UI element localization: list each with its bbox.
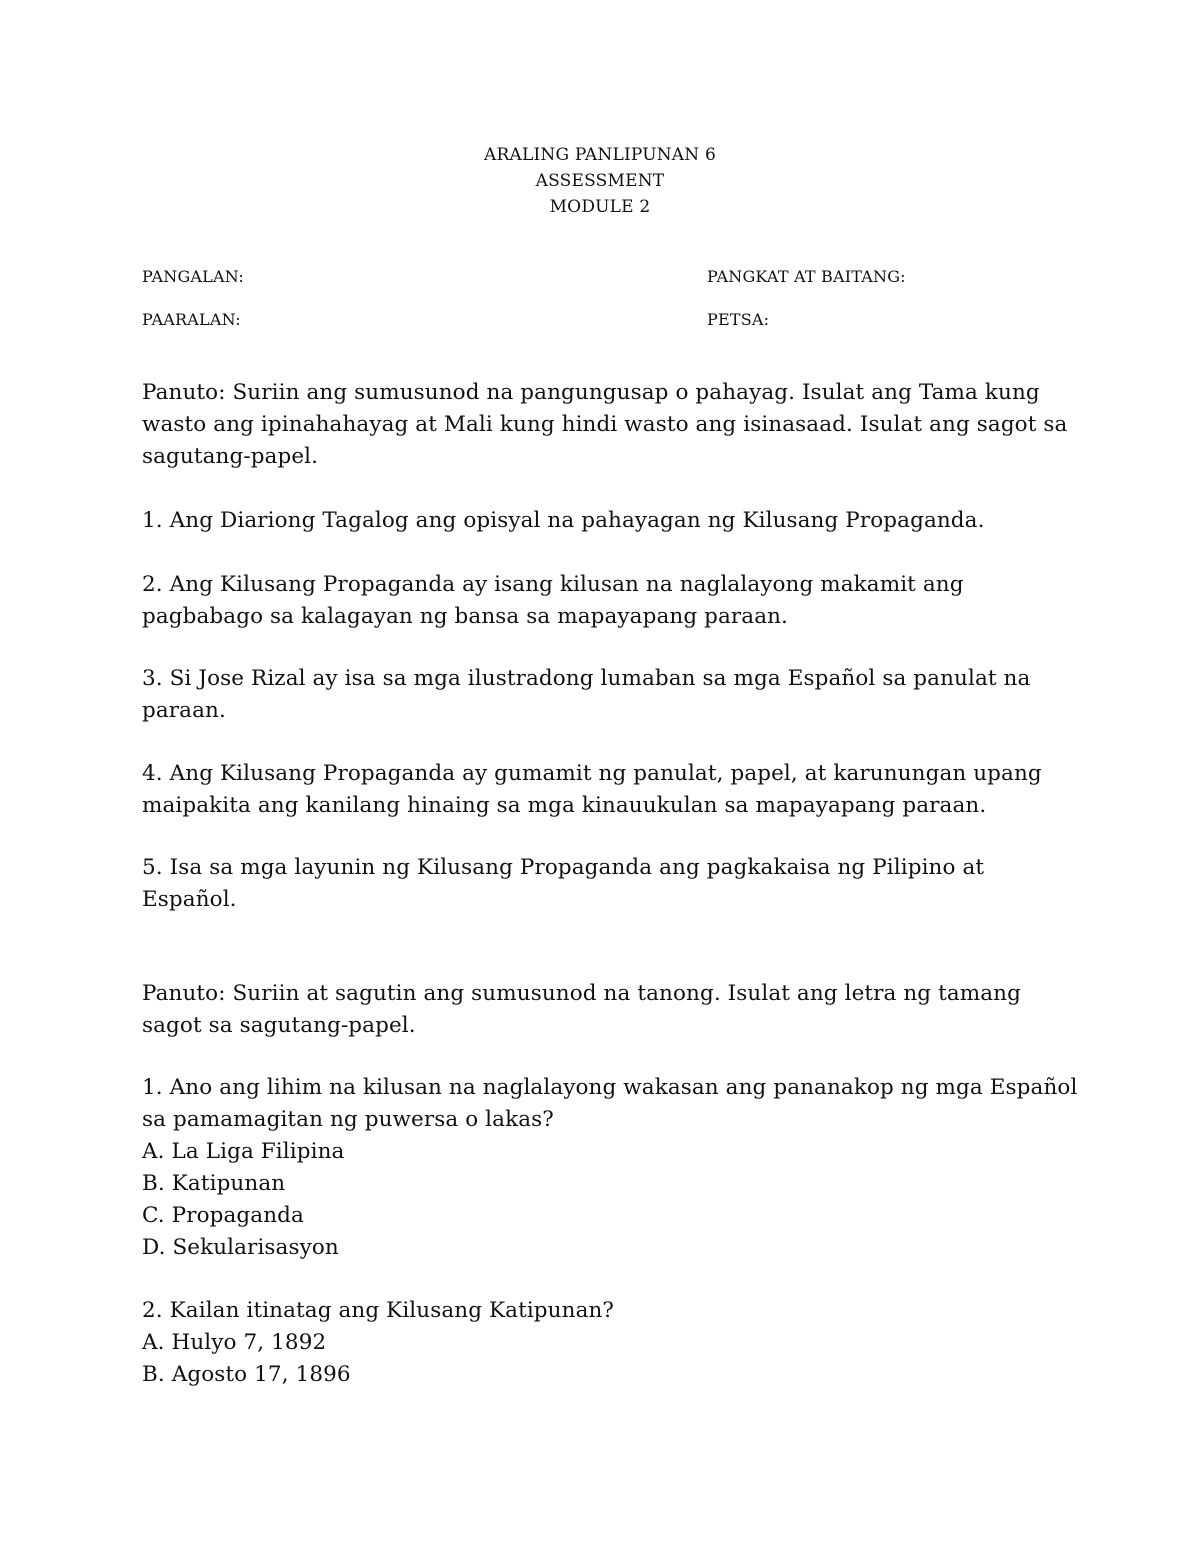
- multiple-choice-question: [142, 1072, 1082, 1264]
- school-field-label: PAARALAN:: [142, 310, 241, 329]
- part1-instructions: Panuto: Suriin ang sumusunod na pangungusap o pahayag. Isulat ang Tama kung wasto ang ipinahahayag at Mali kung hindi wasto ang isinasaad. Isulat ang sagot sa sagutang-papel.: [142, 380, 1068, 469]
- name-field-label: PANGALAN:: [142, 267, 244, 286]
- true-false-item: 1. Ang Diariong Tagalog ang opisyal na pahayagan ng Kilusang Propaganda.: [142, 508, 985, 533]
- answer-choice: C. Propaganda: [142, 1203, 304, 1228]
- date-field-label: PETSA:: [707, 310, 770, 329]
- part2-instructions: Panuto: Suriin at sagutin ang sumusunod na tanong. Isulat ang letra ng tamang sagot sa sagutang-papel.: [142, 981, 1021, 1038]
- question-text: 2. Kailan itinatag ang Kilusang Katipunan?: [142, 1298, 615, 1323]
- answer-choice: A. Hulyo 7, 1892: [142, 1330, 327, 1355]
- grade-section-field-label: PANGKAT AT BAITANG:: [707, 267, 906, 286]
- true-false-item: 4. Ang Kilusang Propaganda ay gumamit ng panulat, papel, at karunungan upang maipakita ang kanilang hinaing sa mga kinauukulan sa mapayapang paraan.: [142, 761, 1042, 818]
- subject-title: ARALING PANLIPUNAN 6: [484, 145, 716, 165]
- true-false-item: 2. Ang Kilusang Propaganda ay isang kilusan na naglalayong makamit ang pagbabago sa kalagayan ng bansa sa mapayapang paraan.: [142, 572, 964, 629]
- question-text: 1. Ano ang lihim na kilusan na naglalayong wakasan ang pananakop ng mga Español sa pamamagitan ng puwersa o lakas?: [142, 1075, 1078, 1132]
- true-false-item: 3. Si Jose Rizal ay isa sa mga ilustradong lumaban sa mga Español sa panulat na paraan.: [142, 666, 1031, 723]
- answer-choice: B. Agosto 17, 1896: [142, 1362, 351, 1387]
- answer-choice: D. Sekularisasyon: [142, 1235, 339, 1260]
- multiple-choice-question: [142, 1295, 1082, 1391]
- true-false-item: 5. Isa sa mga layunin ng Kilusang Propaganda ang pagkakaisa ng Pilipino at Español.: [142, 855, 985, 912]
- answer-choice: B. Katipunan: [142, 1171, 286, 1196]
- assessment-title: ASSESSMENT: [535, 171, 665, 191]
- document-header: [0, 142, 1200, 220]
- module-title: MODULE 2: [549, 197, 651, 217]
- answer-choice: A. La Liga Filipina: [142, 1139, 345, 1164]
